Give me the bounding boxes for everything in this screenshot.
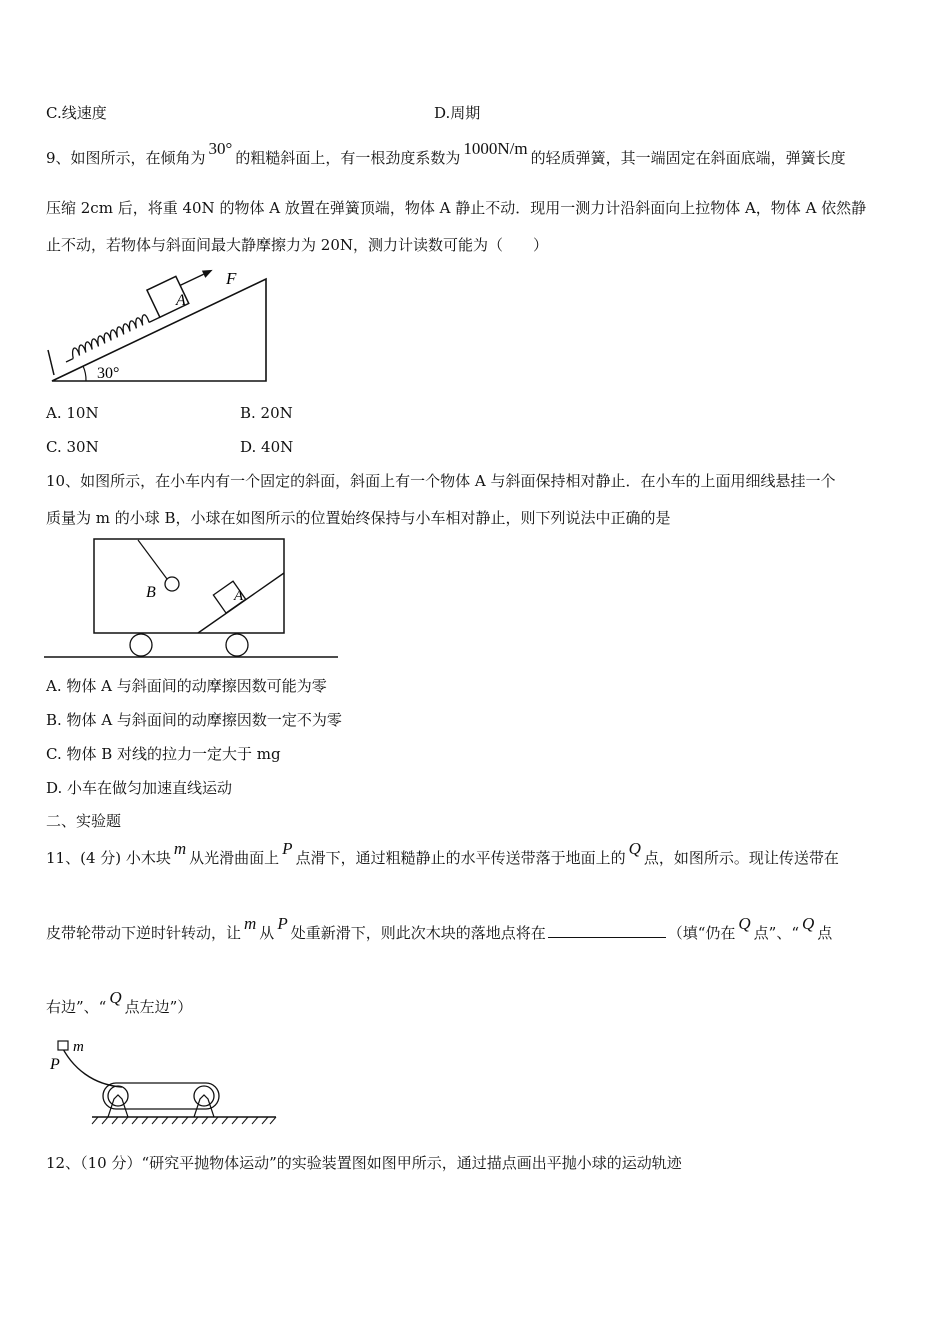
q10-ball-label: B: [146, 584, 156, 601]
q10-line1: 10、如图所示，在小车内有一个固定的斜面，斜面上有一个物体 A 与斜面保持相对静止．在小车的上面用细线悬挂一个: [46, 472, 836, 490]
q10-block-label: A: [234, 588, 244, 604]
q11-m: m: [173, 839, 187, 858]
q10-line2: 质量为 m 的小球 B，小球在如图所示的位置始终保持与小车相对静止，则下列说法中正确的是: [46, 509, 671, 527]
q8-option-d: D.周期: [434, 104, 481, 122]
q10-option-c: C. 物体 B 对线的拉力一定大于 mg: [46, 745, 281, 763]
q11-line3: 右边”、“ Q 点左边”）: [46, 988, 193, 1016]
q10-option-a: A. 物体 A 与斜面间的动摩擦因数可能为零: [46, 677, 327, 695]
q9-option-c: C. 30N: [46, 438, 99, 456]
q9-line2: 压缩 2cm 后，将重 40N 的物体 A 放置在弹簧顶端，物体 A 静止不动．现用一测力计沿斜面向上拉物体 A，物体 A 依然静: [46, 199, 867, 217]
q11-P-label: P: [50, 1056, 60, 1073]
q9-option-d: D. 40N: [240, 438, 294, 456]
q9-angle: 30°: [208, 139, 233, 158]
q10-cart-figure: [40, 533, 345, 663]
q10-option-d: D. 小车在做匀加速直线运动: [46, 779, 233, 797]
section-heading-experiment: 二、实验题: [46, 812, 122, 830]
q10-option-b: B. 物体 A 与斜面间的动摩擦因数一定不为零: [46, 711, 342, 729]
q11-line1: 11、(4 分) 小木块 m 从光滑曲面上 P 点滑下，通过粗糙静止的水平传送带落于地面上的 Q 点，如图所示。现让传送带在: [46, 839, 839, 867]
q11-P: P: [282, 839, 293, 858]
q9-angle-label: 30°: [97, 365, 120, 382]
q9-option-a: A. 10N: [46, 404, 99, 422]
q11-conveyor-figure: [44, 1035, 284, 1125]
q9-block-label: A: [176, 292, 186, 309]
q9-line1: 9、如图所示，在倾角为 30° 的粗糙斜面上，有一根劲度系数为 1000N/m 的轻质弹簧，其一端固定在斜面底端，弹簧长度: [46, 139, 846, 167]
q11-m-label: m: [73, 1039, 84, 1055]
q9-line3: 止不动，若物体与斜面间最大静摩擦力为 20N，测力计读数可能为（ ）: [46, 236, 548, 254]
q9-spring-constant: 1000N/m: [463, 139, 528, 158]
q9-incline-figure: [40, 262, 280, 387]
q11-Q: Q: [628, 839, 641, 858]
q9-option-b: B. 20N: [240, 404, 293, 422]
q11-answer-blank[interactable]: [548, 923, 666, 938]
q11-line2: 皮带轮带动下逆时针转动，让 m 从 P 处重新滑下，则此次木块的落地点将在 （填“仍在 Q 点”、“ Q 点: [46, 914, 833, 942]
q8-option-c: C.线速度: [46, 104, 107, 122]
q12-line1: 12、（10 分）“研究平抛物体运动”的实验装置图如图甲所示，通过描点画出平抛小球的运动轨迹: [46, 1154, 682, 1172]
q9-force-label: F: [226, 269, 237, 288]
